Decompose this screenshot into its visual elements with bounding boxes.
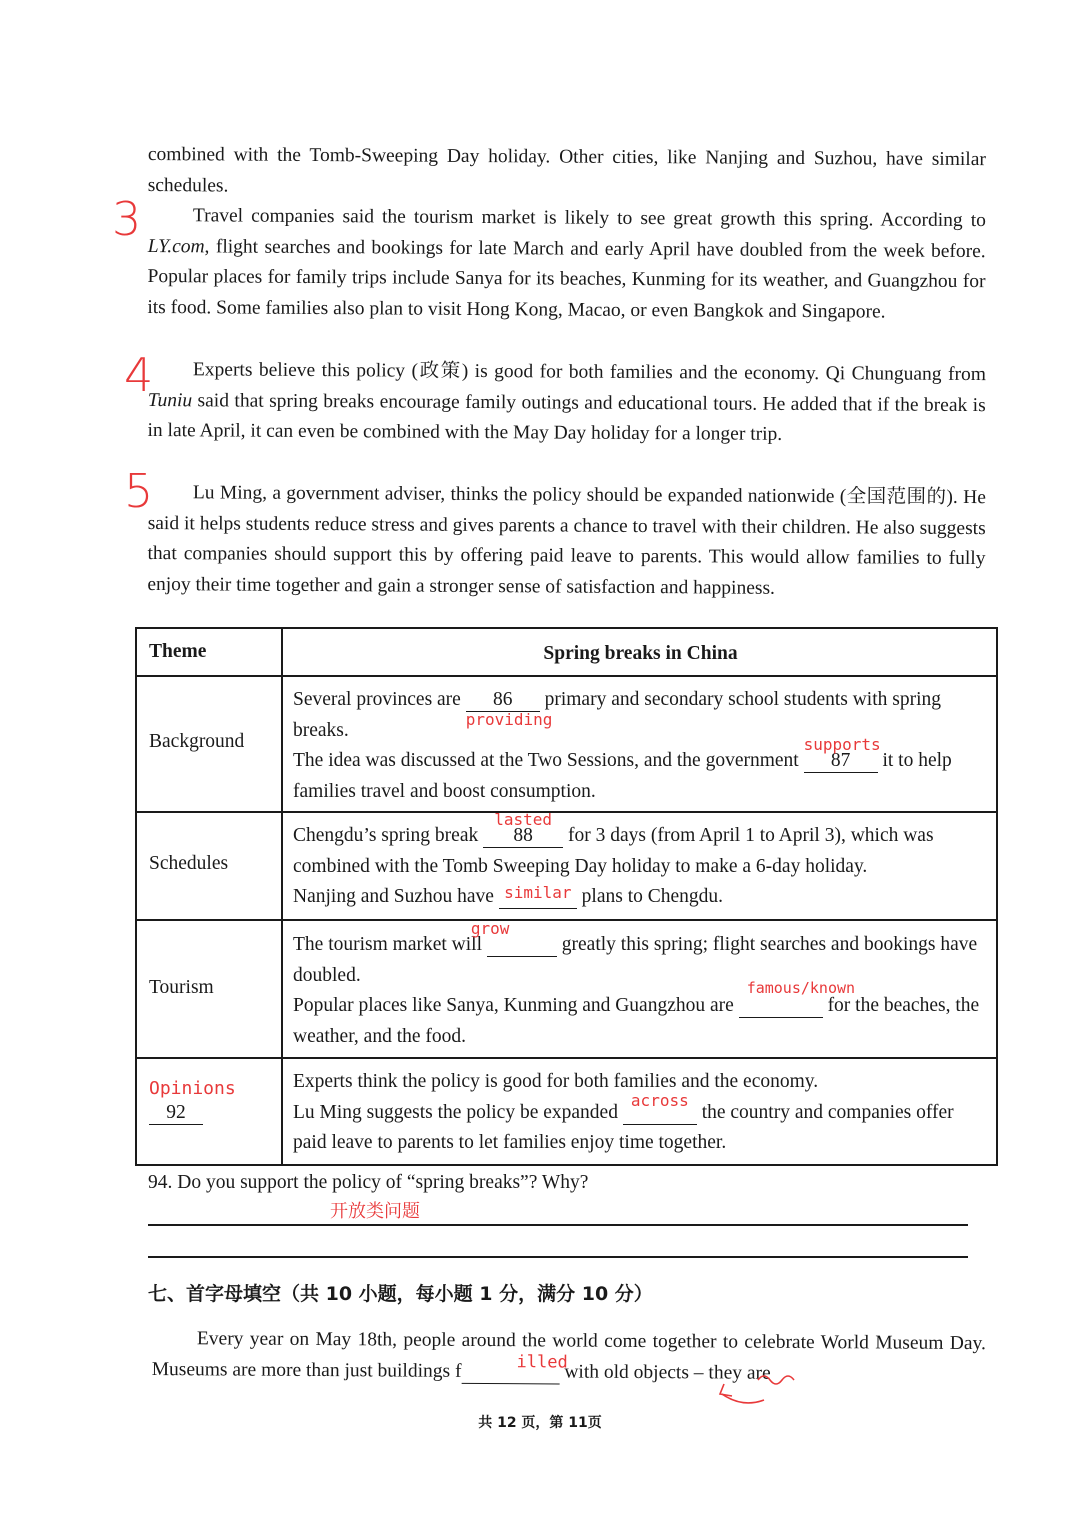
page-footer: 共 12 页，第 11页	[478, 1415, 602, 1431]
background-sentence-2: The idea was discussed at the Two Sessions, and the government 87 supports it to help families travel and boost consumption.	[293, 735, 952, 802]
passage-paragraph-3	[147, 355, 986, 452]
schedules-sentence-1: Chengdu’s spring break 88 lasted for 3 days (from April 1 to April 3), which was combined with the Tomb Sweeping Day holiday to make a 6-day holiday.	[293, 810, 934, 877]
tourism-sentence-2: Popular places like Sanya, Kunming and Guangzhou are famous/known for the beaches, the weather, and the food.	[293, 979, 980, 1047]
answer-88: lasted	[494, 810, 552, 829]
blank-90[interactable]	[470, 919, 557, 957]
passage-paragraph-1	[148, 140, 986, 206]
table-header-row	[137, 629, 996, 677]
header-title: Spring breaks in China	[543, 643, 738, 664]
answer-line-2[interactable]	[148, 1256, 968, 1258]
content-background	[293, 685, 983, 807]
handwritten-arrow-icon	[708, 1372, 808, 1412]
passage-paragraph-2	[147, 201, 986, 328]
passage-text: Travel companies said the tourism market is likely to see great growth this spring. According to LY.com, flight searches and bookings for late March and early April have doubled from the week before. Popular places for family trips include Sanya for its beaches, Kunming for its weather, and Guangzhou for its food. Some families also plan to visit Hong Kong, Macao, or even Bangkok and Singapore.	[147, 205, 986, 323]
blank-88[interactable]: 88 lasted	[483, 825, 563, 848]
question-94-note: 开放类问题	[330, 1201, 420, 1222]
answer-line-1[interactable]	[148, 1224, 968, 1226]
theme-opinions	[149, 1077, 236, 1125]
content-tourism	[293, 919, 983, 1052]
blank-87[interactable]: 87 supports	[803, 735, 881, 771]
answer-90: grow	[470, 919, 510, 938]
blank-93[interactable]	[623, 1090, 697, 1125]
answer-89: similar	[504, 883, 572, 902]
blank-92[interactable]: 92	[149, 1102, 203, 1125]
content-schedules	[293, 810, 983, 913]
passage-text: Lu Ming, a government adviser, thinks the policy should be expanded nationwide (全国范围的). He said it helps students reduce stress and gives parents a chance to travel with their children. He also suggests that companies should support this by offering paid leave to parents. This would allow families to fully enjoy their time together and gain a stronger sense of satisfaction and happiness.	[147, 482, 986, 599]
schedules-sentence-2: Nanjing and Suzhou have similar plans to Chengdu.	[293, 883, 724, 907]
answer-93: across	[630, 1090, 689, 1110]
blank-91[interactable]	[739, 979, 856, 1018]
theme-schedules: Schedules	[149, 853, 229, 874]
theme-tourism: Tourism	[149, 977, 214, 998]
header-theme: Theme	[149, 641, 207, 662]
summary-table	[135, 627, 998, 1166]
background-sentence-1: Several provinces are 86 providing primary and secondary school students with spring breaks.	[293, 689, 942, 741]
blank-86[interactable]: 86 providing	[465, 689, 553, 729]
theme-background: Background	[149, 731, 245, 752]
margin-mark-3: 3	[112, 192, 142, 246]
tourism-sentence-1: The tourism market will grow greatly this spring; flight searches and bookings have doubled.	[293, 919, 978, 986]
section-7-passage	[152, 1324, 986, 1390]
site-name: LY.com	[147, 235, 205, 257]
opinions-sentence-2: Lu Ming suggests the policy be expanded across the country and companies offer paid leave to parents to let families enjoy time together.	[293, 1090, 954, 1153]
answer-f: illed	[516, 1351, 568, 1373]
answer-91: famous/known	[746, 979, 856, 997]
section-7-text: Every year on May 18th, people around the world come together to celebrate World Museum Day. Museums are more than just buildings f illed with old objects – they are	[151, 1328, 986, 1384]
site-name: Tuniu	[147, 389, 193, 411]
passage-paragraph-4	[147, 478, 986, 605]
table-row-opinions	[137, 1059, 996, 1164]
blank-89[interactable]	[499, 883, 577, 909]
answer-87: supports	[803, 735, 881, 754]
blank-f[interactable]	[461, 1351, 568, 1384]
answer-86: providing	[465, 710, 553, 729]
passage-text: combined with the Tomb-Sweeping Day holiday. Other cities, like Nanjing and Suzhou, have similar schedules.	[147, 143, 986, 196]
table-row-background	[137, 677, 996, 813]
passage-text: Experts believe this policy (政策) is good for both families and the economy. Qi Chunguang from Tuniu said that spring breaks encourage family outings and educational tours. He added that if the break is in late April, it can even be combined with the May Day holiday for a longer trip.	[147, 359, 986, 445]
table-row-tourism	[137, 921, 996, 1059]
question-94: 94. Do you support the policy of “spring breaks”? Why?	[148, 1172, 589, 1193]
opinions-sentence-1: Experts think the policy is good for both families and the economy.	[293, 1071, 819, 1092]
answer-92: Opinions	[149, 1078, 236, 1099]
content-opinions	[293, 1067, 983, 1159]
margin-mark-4: 4	[124, 348, 154, 402]
margin-mark-5: 5	[124, 464, 154, 518]
table-row-schedules	[137, 810, 996, 921]
section-7-title: 七、首字母填空（共 10 小题，每小题 1 分，满分 10 分）	[148, 1283, 653, 1305]
